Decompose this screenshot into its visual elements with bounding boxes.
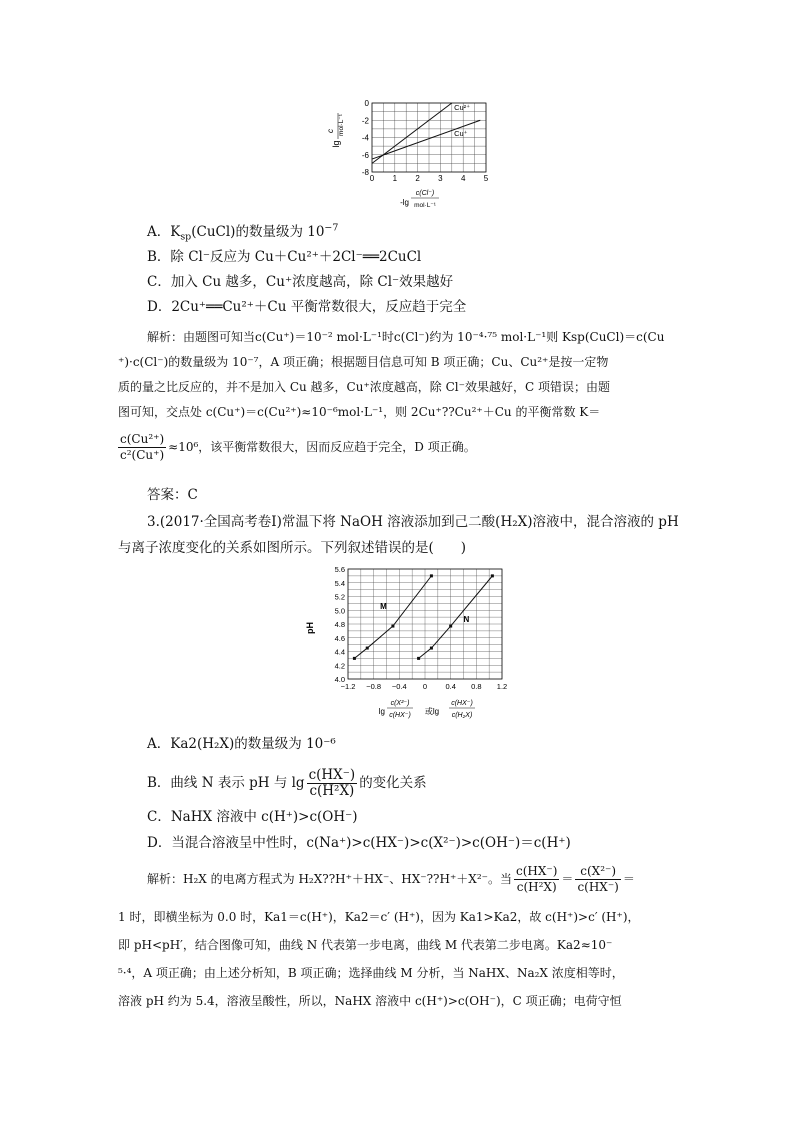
q2-answer: 答案：C (147, 487, 198, 503)
q2-explanation-3: 质的量之比反应的，并不是加入 Cu 越多，Cu⁺浓度越高，除 Cl⁻效果越好，C 项错误；由题 (118, 380, 610, 394)
ph-chart-ylabel: pH (305, 622, 315, 634)
cu-chart (325, 95, 505, 215)
q3-explanation-4: ⁵·⁴，A 项正确；由上述分析知，B 项正确；选择曲线 M 分析，当 NaHX、Na₂X 浓度相等时， (118, 966, 624, 980)
ph-chart-ytick-label: 4.0 (334, 675, 345, 684)
ph-chart-ytick-label: 4.6 (334, 633, 345, 643)
q3-explanation-3: 即 pH<pH′，结合图像可知，曲线 N 代表第一步电离，曲线 M 代表第二步电离。Ka2≈10⁻ (118, 938, 613, 952)
ph-chart-ytick-label: 5.0 (334, 606, 345, 616)
ph-chart-xlabel-den2: c(H₂X) (451, 712, 473, 719)
q3-explanation-5: 溶液 pH 约为 5.4，溶液呈酸性，所以，NaHX 溶液中 c(H⁺)>c(OH⁻)，C 项正确；电荷守恒 (118, 994, 622, 1008)
ph-chart-ytick-label: 5.2 (334, 592, 345, 602)
q3-exp-fraction-2: $\frac{\text{c(X²⁻)}}{c(HX^-)}$ (577, 864, 619, 894)
series-m-point (366, 647, 369, 650)
q2-explanation-2: ⁺)·c(Cl⁻)的数量级为 10⁻⁷，A 项正确；根据题目信息可知 B 项正确；Cu、Cu²⁺是按一定物 (118, 355, 609, 369)
cu-chart-xtick-label: 5 (483, 174, 489, 183)
cu-chart-ylabel-num: c (326, 129, 335, 133)
cu-chart-xlabel-lg: -lg (400, 198, 409, 207)
series-n-point (417, 657, 420, 660)
ph-chart-grid (348, 569, 502, 679)
ph-chart-ytick-label: 5.4 (334, 578, 345, 588)
series-m-point (430, 574, 433, 577)
q3-exp-fraction-1: $\frac{c(HX^-)}{\text{c(H²X)}}$ (515, 864, 558, 894)
cu-chart-ytick-label: -8 (361, 168, 369, 177)
cu-chart-xtick-label: 3 (438, 174, 443, 183)
q3-explanation-2: 1 时，即横坐标为 0.0 时，Ka1＝c(H⁺)，Ka2＝c′ (H⁺)，因为 Ka1>Ka2，故 c(H⁺)>c′ (H⁺)， (118, 910, 640, 924)
q2-option-b: B．除 Cl⁻反应为 Cu＋Cu²⁺＋2Cl⁻══2CuCl (147, 249, 422, 265)
cu-chart-ylabel-lg: lg (331, 140, 341, 148)
cu-chart-xtick-label: 2 (415, 174, 420, 183)
ph-chart-xtick-label: −0.8 (366, 682, 382, 691)
cu-chart-xtick-label: 0 (369, 174, 375, 183)
ph-chart-xtick-label: 0.4 (445, 682, 456, 691)
ph-chart-xlabel-or: 或lg (424, 707, 440, 716)
ph-chart-xlabel-lg1: lg (378, 707, 385, 716)
ph-chart-xtick-label: −0.4 (391, 682, 407, 691)
cu-chart-ytick-label: -2 (361, 116, 369, 126)
series-m-label: M (380, 601, 387, 611)
ph-chart-ytick-label: 5.6 (334, 565, 345, 574)
ph-chart-xtick-label: −1.2 (340, 682, 356, 691)
series-n-label: N (463, 614, 470, 624)
cu-chart-xlabel-den: mol·L⁻¹ (414, 202, 436, 209)
q3-option-c: C．NaHX 溶液中 c(H⁺)>c(OH⁻) (147, 809, 358, 825)
cu-chart-ytick-label: -6 (361, 150, 369, 160)
q3-option-d: D．当混合溶液呈中性时，c(Na⁺)>c(HX⁻)>c(X²⁻)>c(OH⁻)＝c(H⁺) (147, 835, 571, 851)
cu-chart-xlabel-num: c(Cl⁻) (415, 190, 435, 197)
q2-explanation-5: $\frac{\text{c(Cu²⁺)}}{\text{c²(Cu⁺)}}$ ≈10⁶，该平衡常数很大，因而反应趋于完全，D 项正确。 (120, 432, 476, 462)
cu-chart-ytick-label: -4 (361, 133, 369, 143)
series-m-point (391, 625, 394, 628)
cu2-series-label: Cu²⁺ (454, 102, 471, 112)
cu-chart-grid (372, 103, 486, 172)
ph-chart-ytick-label: 4.4 (334, 647, 345, 657)
q2-k-fraction: $\frac{\text{c(Cu²⁺)}}{\text{c²(Cu⁺)}}$ (120, 432, 165, 462)
q2-option-a: A．$K_{sp}(CuCl)$的数量级为 $10^{-7}$ (147, 222, 339, 243)
ph-chart-xlabel-num2: c(HX⁻) (451, 700, 473, 707)
q2-option-c: C．加入 Cu 越多，Cu⁺浓度越高，除 Cl⁻效果越好 (147, 274, 454, 290)
q3-option-a: A．Ka2(H₂X)的数量级为 10⁻⁶ (147, 736, 336, 752)
ph-chart (305, 562, 520, 727)
series-n-point (430, 647, 433, 650)
ph-chart-xtick-label: 0.8 (471, 682, 482, 691)
q3-optb-fraction: $\frac{c(HX^-)}{\text{c(H²X)}}$ (308, 767, 356, 799)
ph-chart-xtick-label: 0 (422, 682, 428, 691)
cu-chart-ytick-label: 0 (364, 99, 369, 108)
ph-chart-xlabel-num1: c(X²⁻) (390, 700, 410, 707)
series-n-point (491, 574, 494, 577)
ph-chart-xtick-label: 1.2 (496, 682, 508, 691)
series-m-point (353, 657, 356, 660)
q2-explanation-4: 图可知，交点处 c(Cu⁺)＝c(Cu²⁺)≈10⁻⁶mol·L⁻¹，则 2Cu⁺??Cu²⁺＋Cu 的平衡常数 K＝ (118, 405, 601, 419)
cu-chart-xtick-label: 4 (460, 174, 466, 183)
cu-chart-xtick-label: 1 (392, 174, 398, 183)
ph-chart-xlabel-den1: c(HX⁻) (389, 712, 411, 719)
cu-chart-series (372, 103, 480, 163)
series-n-point (449, 625, 452, 628)
q2-option-d: D．2Cu⁺══Cu²⁺＋Cu 平衡常数很大，反应趋于完全 (147, 299, 467, 315)
q3-option-b: B．曲线 N 表示 pH 与 lg $\frac{c(HX^-)}{\text{c(H²X)}}$ 的变化关系 (147, 767, 427, 799)
q3-explanation-1: 解析：H₂X 的电离方程式为 H₂X??H⁺＋HX⁻、HX⁻??H⁺＋X²⁻。当 $\frac{c(HX^-)}{\text{c(H²X)}}$ ＝ $\frac{\text{c(X²⁻)}}{c(HX^-)}$ ＝ (147, 864, 635, 894)
cu1-series-label: Cu⁺ (454, 128, 468, 138)
ph-chart-ytick-label: 4.8 (334, 620, 345, 629)
cu-chart-ylabel-den: mol·L⁻¹ (338, 114, 345, 136)
ph-chart-ytick-label: 4.2 (334, 661, 345, 671)
q3-stem-2: 与离子浓度变化的关系如图所示。下列叙述错误的是( ) (118, 540, 467, 556)
q2-explanation-1: 解析：由题图可知当c(Cu⁺)＝10⁻² mol·L⁻¹时c(Cl⁻)约为 10⁻⁴·⁷⁵ mol·L⁻¹则 Ksp(CuCl)＝c(Cu (147, 330, 665, 344)
cu1-series-line (372, 120, 480, 159)
q3-stem-1: 3.(2017·全国高考卷Ⅰ)常温下将 NaOH 溶液添加到己二酸(H₂X)溶液中，混合溶液的 pH (147, 514, 679, 530)
